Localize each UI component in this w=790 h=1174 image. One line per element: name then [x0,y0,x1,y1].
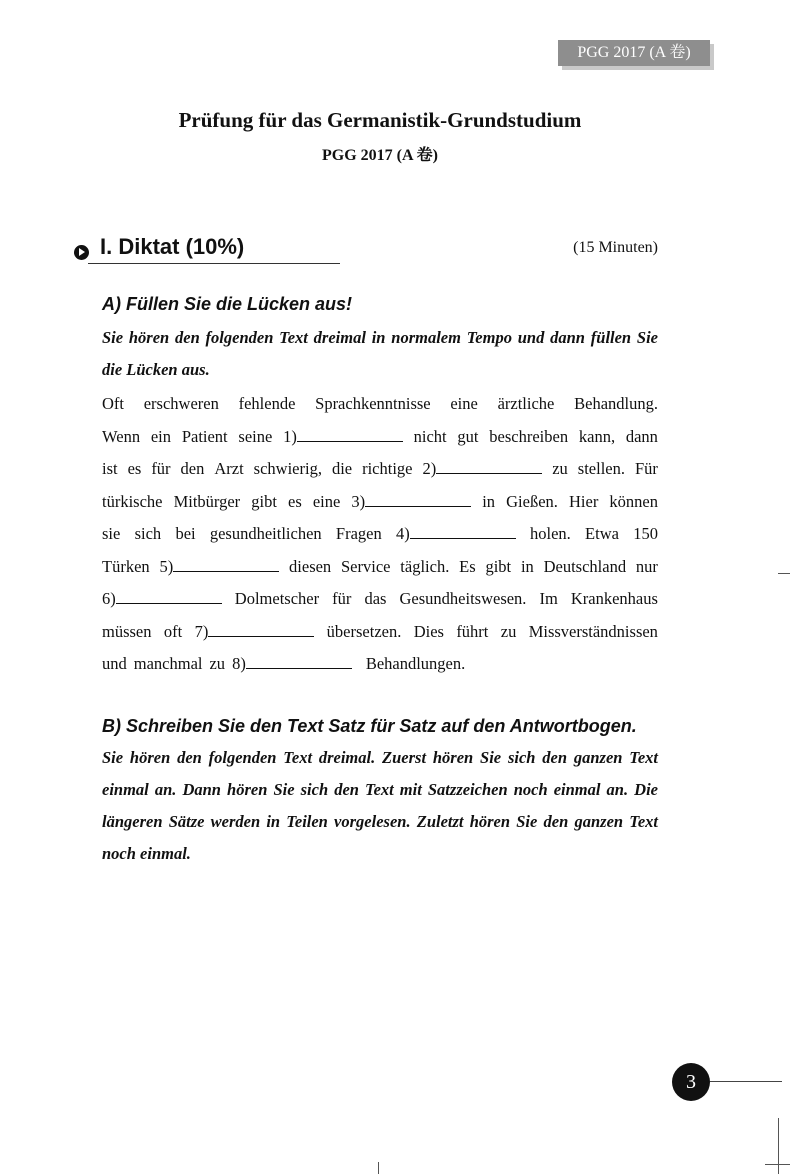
word: für [151,459,171,478]
word: manchmal [133,654,203,673]
crop-mark [778,1118,779,1174]
text-line [102,388,658,421]
word: eine [312,491,341,511]
page-number: 3 [672,1063,710,1101]
text-line [102,551,658,584]
word: ein [150,426,172,446]
word: holen. [530,524,571,543]
part-b-heading: B) Schreiben Sie den Text Satz für Satz auf den Antwortbogen. [102,716,637,736]
text-line [102,648,658,681]
text-line [102,583,658,616]
blank-field: 5) [159,551,279,584]
word: dann [625,426,658,446]
word: Mitbürger [173,491,241,511]
word: Gesundheitswesen. [399,589,527,608]
word: gibt [485,556,512,576]
word: Dies [413,621,444,641]
part-a-heading: A) Füllen Sie die Lücken aus! [102,294,353,314]
blank-field: 3) [351,486,471,519]
text-line [102,453,658,486]
page-subtitle: PGG 2017 (A 卷) [322,147,438,164]
word: sich [134,524,162,543]
crop-mark [765,1164,790,1165]
word: Hier [569,491,599,511]
word: das [364,589,387,608]
blank-field: 8) [232,648,359,681]
word: Es [459,556,476,576]
word: Behandlung. [574,394,658,413]
word: übersetzen. [326,621,402,641]
word: für [332,589,352,608]
blank-field: 2) [422,453,542,486]
blank-field: 4) [396,518,516,551]
word: nur [635,556,658,576]
word: gibt [251,491,277,511]
word: gesundheitlichen [209,524,322,543]
blank-field: 6) [102,583,222,616]
blank-line[interactable] [208,622,314,637]
word: ist [102,459,118,478]
blank-line[interactable] [365,492,471,507]
blank-line[interactable] [410,524,516,539]
word: die [331,459,353,478]
blank-line[interactable] [116,589,222,604]
text-line [102,486,658,519]
word: den [180,459,205,478]
word: erschweren [143,394,219,413]
text-line [102,421,658,454]
word: Fragen [335,524,382,543]
section-underline [88,263,340,264]
section-time: (15 Minuten) [573,239,658,256]
section-title: I. Diktat (10%) [100,234,245,259]
word: eine [450,394,478,413]
word: in [520,556,534,576]
word: Arzt [214,459,244,478]
word: müssen [102,621,152,641]
blank-line[interactable] [173,557,279,572]
word: 150 [633,524,658,543]
word: diesen [289,556,332,576]
header-tab: PGG 2017 (A 卷) [558,40,710,66]
word: Sprachkenntnisse [315,394,431,413]
word: gut [457,426,479,446]
word: Gießen. [506,491,558,511]
word: zu [552,459,568,478]
word: Türken [102,556,150,576]
word: bei [175,524,196,543]
word: und [102,654,127,673]
blank-field: 7) [195,616,315,649]
blank-line[interactable] [297,427,403,442]
word: kann, [578,426,616,446]
word: Etwa [585,524,619,543]
word: beschreiben [489,426,569,446]
blank-line[interactable] [246,654,352,669]
word: oft [163,621,183,641]
word: schwierig, [253,459,322,478]
word: seine [238,426,273,446]
word: täglich. [400,556,450,576]
part-b-instruction: Sie hören den folgenden Text dreimal. Zuerst hören Sie sich den ganzen Text einmal an. Dann hören Sie sich den Text mit Satzzeichen noch einmal an. Die längeren Sätze werden in Teilen vorgelesen. Zuletzt hören Sie den ganzen Text noch einmal. [102,748,658,863]
word: Missverständnissen [528,621,658,641]
text-line [102,518,658,551]
crop-mark [378,1162,379,1174]
section-heading [74,234,664,268]
word: führt [456,621,489,641]
text-line [102,616,658,649]
crop-mark [778,573,790,574]
word: fehlende [238,394,296,413]
word: können [609,491,658,511]
word: es [127,459,142,478]
dictation-text [102,388,658,681]
word: Für [634,459,658,478]
word: türkische [102,491,163,511]
word: Wenn [102,426,141,446]
word: stellen. [577,459,625,478]
part-a-instruction: Sie hören den folgenden Text dreimal in normalem Tempo und dann füllen Sie die Lücken aus. [102,328,658,379]
word: Deutschland [543,556,627,576]
blank-line[interactable] [436,459,542,474]
word: sie [102,524,121,543]
word: Service [341,556,391,576]
page-title: Prüfung für das Germanistik-Grundstudium [178,108,582,132]
word: zu [500,621,517,641]
word: Im [539,589,558,608]
word: in [482,491,496,511]
word: richtige [362,459,413,478]
word: Dolmetscher [234,589,320,608]
page-number-rule [710,1081,782,1082]
play-bullet-icon [74,245,89,260]
word: Krankenhaus [570,589,658,608]
word: Oft [102,394,124,413]
word: nicht [413,426,447,446]
blank-field: 1) [283,421,403,454]
word: zu [209,654,226,673]
word: ärztliche [497,394,555,413]
word: Patient [181,426,228,446]
word: es [288,491,302,511]
word: Behandlungen. [365,654,466,673]
